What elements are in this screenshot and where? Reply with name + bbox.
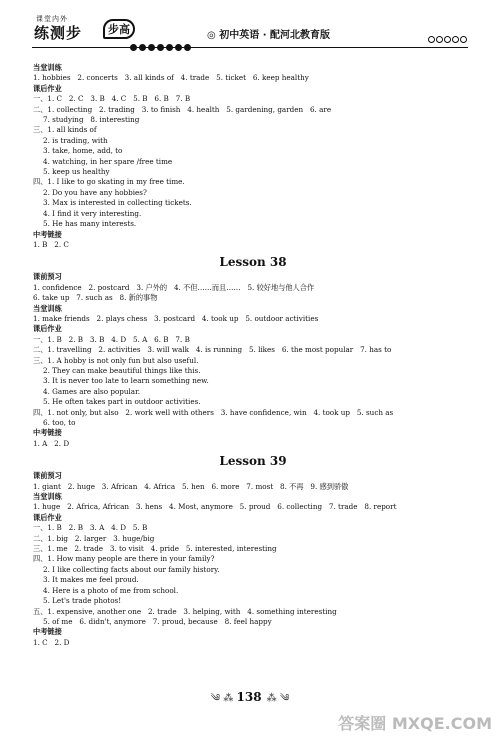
answer-line: 7. studying 8. interesting [43, 115, 140, 125]
logo-subtitle: 课堂内外 [36, 15, 68, 23]
answer-line: 1. huge 2. Africa, African 3. hens 4. Most, anymore 5. proud 6. collecting 7. trade 8. report [33, 502, 397, 512]
lesson-37-answers [33, 63, 473, 250]
section-heading: 当堂训练 [33, 63, 62, 72]
answer-line: 1. A 2. D [33, 438, 70, 448]
answer-line: 二、1. collecting 2. trading 3. to finish 4. health 5. gardening, garden 6. are [33, 104, 332, 114]
answer-line: 四、1. I like to go skating in my free time. [33, 177, 185, 187]
lesson-39-answers [33, 471, 473, 648]
section-heading: 课后作业 [33, 83, 62, 93]
answer-line: 三、1. all kinds of [33, 125, 97, 135]
answer-line: 五、1. expensive, another one 2. trade 3. helping, with 4. something interesting [33, 606, 337, 616]
header-divider [32, 47, 468, 48]
circle-mark-icon: ◎ [207, 30, 220, 41]
section-heading: 课前预习 [33, 471, 62, 481]
answer-line: 四、1. How many people are there in your family? [33, 554, 215, 564]
lesson-38-answers [33, 272, 473, 449]
page-footer [0, 686, 500, 715]
answer-line: 一、1. C 2. C 3. B 4. C 5. B 6. B 7. B [33, 94, 191, 104]
answer-line: 1. B 2. C [33, 239, 69, 249]
answer-line: 一、1. B 2. B 3. A 4. D 5. B [33, 523, 148, 533]
answer-line: 4. Here is a photo of me from school. [43, 585, 179, 595]
page-header [0, 0, 500, 62]
answer-line: 2. They can make beautiful things like this. [43, 365, 201, 375]
answer-line: 5. of me 6. didn't, anymore 7. proud, because 8. feel happy [43, 616, 272, 626]
decorative-dots [130, 36, 198, 44]
answer-line: 2. is trading, with [43, 135, 108, 145]
hollow-dots-decoration [427, 28, 467, 47]
answer-line: 一、1. B 2. B 3. B 4. D 5. A 6. B 7. B [33, 334, 190, 344]
answer-line: 1. giant 2. huge 3. African 4. Africa 5. hen 6. more 7. most 8. 不再 9. 感到骄傲 [33, 481, 349, 491]
answer-line: 4. watching, in her spare /free time [43, 156, 173, 166]
right-ornament-icon: ⁂ ༄ [266, 693, 290, 704]
answer-line: 2. Do you have any hobbies? [43, 187, 147, 197]
answer-line: 1. hobbies 2. concerts 3. all kinds of 4. trade 5. ticket 6. keep healthy [33, 73, 309, 83]
answer-line: 二、1. big 2. larger 3. huge/big [33, 533, 155, 543]
answer-line: 4. I find it very interesting. [43, 208, 142, 218]
page-number: 138 [236, 690, 262, 704]
answer-line: 四、1. not only, but also 2. work well with others 3. have confidence, win 4. took up 5. such as [33, 407, 394, 417]
answer-line: 3. take, home, add, to [43, 146, 123, 156]
answer-line: 4. Games are also popular. [43, 386, 141, 396]
answer-line: 6. too, to [43, 418, 76, 427]
logo-badge: 步高 [103, 19, 135, 39]
section-heading: 中考链接 [33, 229, 62, 239]
answer-line: 二、1. travelling 2. activities 3. will walk 4. is running 5. likes 6. the most popular 7. has to [33, 345, 392, 355]
section-heading: 中考链接 [33, 627, 62, 637]
answer-line: 1. confidence 2. postcard 3. 户外的 4. 不但……而且…… 5. 较好地与他人合作 [33, 282, 315, 292]
watermark: 答案圈 MXQE.COM [338, 714, 492, 733]
section-heading: 当堂训练 [33, 492, 62, 502]
answer-line: 3. Max is interested in collecting tickets. [43, 198, 192, 208]
answer-line: 5. He has many interests. [43, 219, 137, 229]
book-title: ◎ 初中英语 · 配河北教育版 [207, 30, 330, 41]
answer-line: 3. It makes me feel proud. [43, 575, 139, 585]
answer-line: 5. Let's trade photos! [43, 596, 122, 606]
answer-line: 5. keep us healthy [43, 167, 110, 177]
answer-content [33, 63, 473, 648]
answer-line: 1. C 2. D [33, 637, 70, 647]
lesson-38-title: Lesson 38 [219, 255, 287, 270]
left-ornament-icon: ༄ ⁂ [210, 693, 237, 704]
answer-line: 2. I like collecting facts about our family history. [43, 564, 220, 574]
logo-title: 练测步 [34, 24, 83, 42]
answer-line: 6. take up 7. such as 8. 新的事物 [33, 293, 158, 303]
answer-line: 1. make friends 2. plays chess 3. postcard 4. took up 5. outdoor activities [33, 313, 319, 323]
section-heading: 课后作业 [33, 512, 62, 522]
answer-line: 5. He often takes part in outdoor activities. [43, 397, 201, 407]
answer-line: 3. It is never too late to learn something new. [43, 376, 209, 386]
section-heading: 课前预习 [33, 272, 62, 282]
section-heading: 课后作业 [33, 324, 62, 334]
answer-line: 三、1. A hobby is not only fun but also useful. [33, 355, 199, 365]
section-heading: 中考链接 [33, 428, 62, 438]
lesson-39-title: Lesson 39 [219, 454, 287, 469]
answer-line: 三、1. me 2. trade 3. to visit 4. pride 5. interested, interesting [33, 544, 277, 554]
section-heading: 当堂训练 [33, 303, 62, 313]
